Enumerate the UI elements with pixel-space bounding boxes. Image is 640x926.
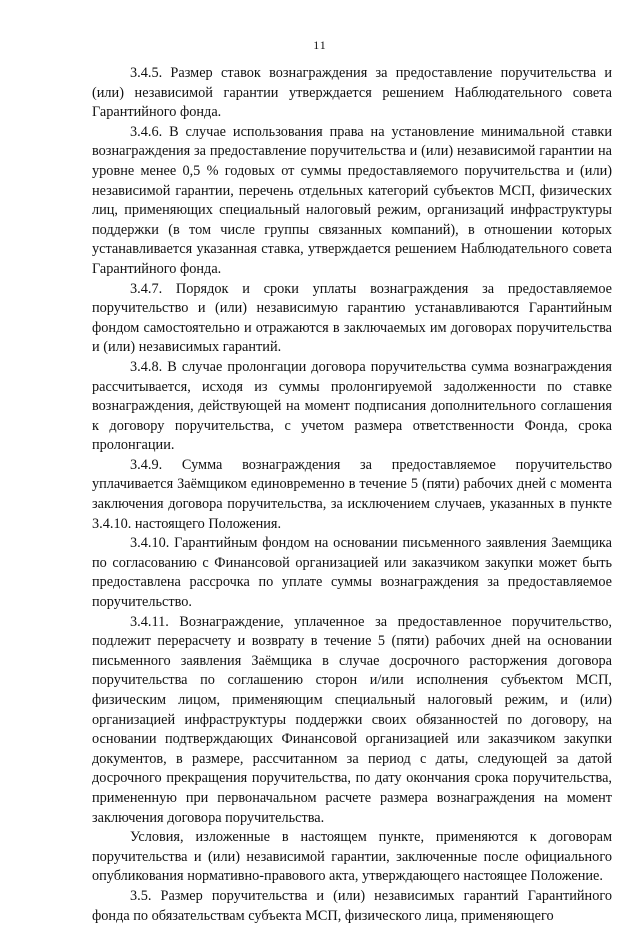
paragraph-3-4-11: 3.4.11. Вознаграждение, уплаченное за предоставленное поручительство, подлежит перерасчету и возврату в течение 5 (пяти) рабочих дней на основании письменного заявления Заёмщика в случае досрочного расторжения договора поручительства по соглашению сторон и/или исполнения субъектом МСП, физическим лицом, применяющим специальный налоговый режим, и (или) организацией инфраструктуры поддержки своих обязанностей по договору, на основании подтверждающих Финансовой организацией или заказчиком закупки документов, в размере, рассчитанном за период с даты, следующей за датой досрочного прекращения поручительства, по дату окончания срока поручительства, примененную при первоначальном расчете размера вознаграждения на момент заключения договора поручительства. [92,613,612,826]
paragraph-3-4-7: 3.4.7. Порядок и сроки уплаты вознаграждения за предоставляемое поручительство и (или) независимую гарантию устанавливаются Гарантийным фондом самостоятельно и отражаются в заключаемых им договорах поручительства и (или) независимых гарантий. [92,280,612,356]
document-body [92,64,612,926]
paragraph-conditions: Условия, изложенные в настоящем пункте, применяются к договорам поручительства и (или) независимой гарантии, заключенные после официального опубликования нормативно-правового акта, утверждающего настоящее Положение. [92,829,612,885]
paragraph-3-4-8: 3.4.8. В случае пролонгации договора поручительства сумма вознаграждения рассчитывается, исходя из суммы пролонгируемой задолженности по ставке вознаграждения, действующей на момент подписания дополнительного соглашения к договору поручительства, с учетом размера ответственности Фонда, срока пролонгации. [92,358,612,454]
paragraph-3-4-6: 3.4.6. В случае использования права на установление минимальной ставки вознаграждения за предоставление поручительства и (или) независимой гарантии на уровне менее 0,5 % годовых от суммы предоставляемого поручительства и (или) независимой гарантии, перечень отдельных категорий субъектов МСП, физических лиц, применяющих специальный налоговый режим, организаций инфраструктуры поддержки (в том числе группы связанных компаний), в отношении которых устанавливается указанная ставка, утверждается решением Наблюдательного совета Гарантийного фонда. [92,123,612,277]
paragraph-3-4-10: 3.4.10. Гарантийным фондом на основании письменного заявления Заемщика по согласованию с Финансовой организацией или заказчиком закупки может быть предоставлена рассрочка по уплате суммы вознаграждения за предоставляемое поручительство. [92,535,612,611]
page-number: 11 [313,38,327,52]
paragraph-3-5: 3.5. Размер поручительства и (или) независимых гарантий Гарантийного фонда по обязательствам субъекта МСП, физического лица, применяющего [92,887,612,924]
paragraph-3-4-9: 3.4.9. Сумма вознаграждения за предоставляемое поручительство уплачивается Заёмщиком единовременно в течение 5 (пяти) рабочих дней с момента заключения договора поручительства, за исключением случаев, указанных в пункте 3.4.10. настоящего Положения. [92,456,612,532]
paragraph-3-4-5: 3.4.5. Размер ставок вознаграждения за предоставление поручительства и (или) независимой гарантии утверждается решением Наблюдательного совета Гарантийного фонда. [92,65,612,121]
